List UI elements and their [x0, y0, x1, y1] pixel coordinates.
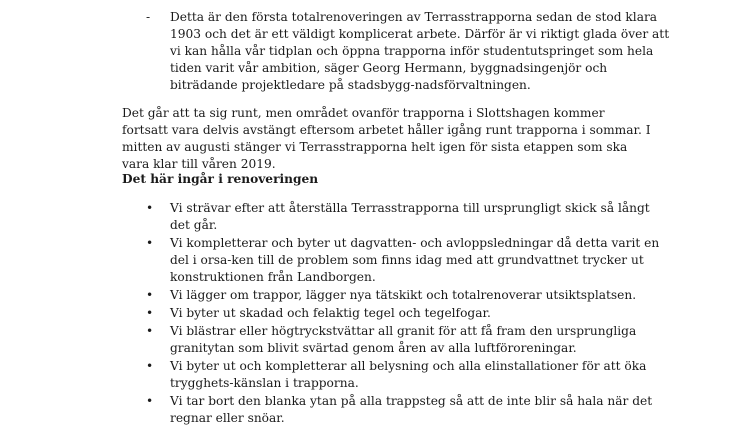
list-item: [146, 287, 666, 304]
quote-text: Detta är den första totalrenoveringen av Terrasstrapporna sedan de stod klara 1903 och det är ett väldigt komplicerat arbete. Därför är vi riktigt glada över att vi kan hålla vår tidplan och öppna trapporna inför studentutspringet som hela tiden varit vår ambition, säger Georg Hermann, byggnadsingenjör och biträdande projektledare på stadsbygg-nadsförvaltningen.: [170, 10, 670, 92]
bullet-icon: •: [146, 394, 154, 408]
renovation-list: [146, 200, 666, 428]
list-item-text: Vi strävar efter att återställa Terrasstrapporna till ursprungligt skick så långt det går.: [170, 201, 650, 232]
section-heading: Det här ingår i renoveringen: [122, 172, 319, 186]
list-item-text: Vi kompletterar och byter ut dagvatten- och avloppsledningar då detta varit en del i orsa-ken till de problem som finns idag med att grundvattnet trycker ut konstruktionen från Landborgen.: [170, 236, 660, 284]
list-item: [146, 235, 666, 286]
list-item-text: Vi byter ut och kompletterar all belysning och alla elinstallationer för att öka trygghets-känslan i trapporna.: [170, 359, 647, 390]
bullet-icon: •: [146, 359, 154, 373]
list-item: [146, 200, 666, 234]
bullet-icon: •: [146, 236, 154, 250]
list-item-text: Vi tar bort den blanka ytan på alla trappsteg så att de inte blir så hala när det regnar eller snöar.: [170, 394, 653, 425]
list-item: [146, 358, 666, 392]
bullet-icon: •: [146, 306, 154, 320]
bullet-icon: •: [146, 201, 154, 215]
dash-marker: -: [146, 10, 151, 24]
bullet-icon: •: [146, 288, 154, 302]
list-item-text: Vi blästrar eller högtryckstvättar all granit för att få fram den ursprungliga granitytan som blivit svärtad genom åren av alla luftföroreningar.: [170, 324, 637, 355]
list-item-text: Vi byter ut skadad och felaktig tegel och tegelfogar.: [170, 306, 491, 320]
list-item: [146, 323, 666, 357]
list-item: [146, 305, 666, 322]
body-paragraph: Det går att ta sig runt, men området ovanför trapporna i Slottshagen kommer fortsatt vara delvis avstängt eftersom arbetet håller igång runt trapporna i sommar. I mitten av augusti stänger vi Terrasstrapporna helt igen för sista etappen som ska vara klar till våren 2019.: [122, 106, 651, 171]
list-item-text: Vi lägger om trappor, lägger nya tätskikt och totalrenoverar utsiktsplatsen.: [170, 288, 637, 302]
list-item: [146, 393, 666, 427]
bullet-icon: •: [146, 324, 154, 338]
